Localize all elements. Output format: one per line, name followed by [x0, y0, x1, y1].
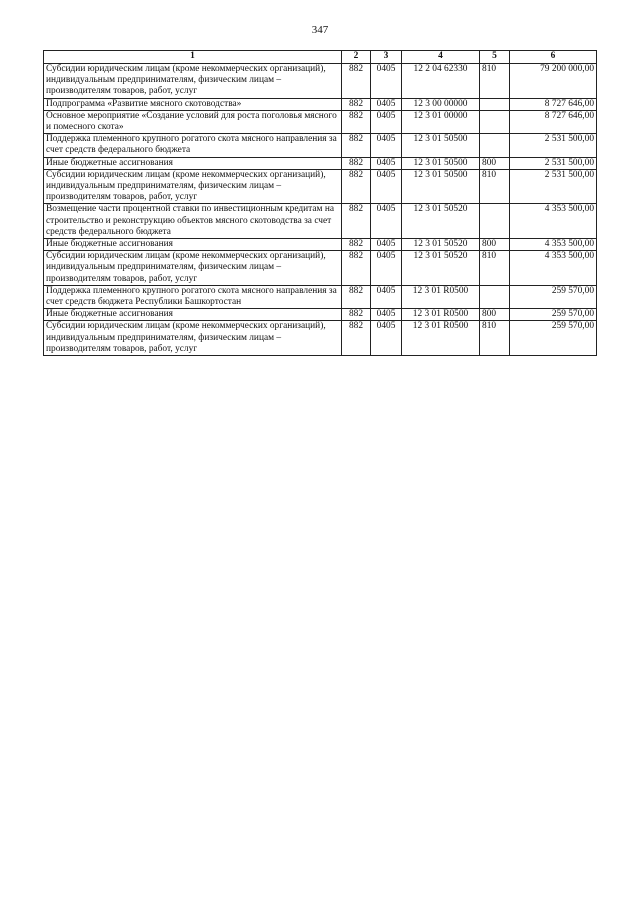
table-row — [44, 157, 597, 169]
cell-expense-type: 810 — [480, 169, 510, 204]
cell-expense-type: 810 — [480, 251, 510, 286]
cell-name: Субсидии юридическим лицам (кроме некоммерческих организаций), индивидуальным предпринимателям, физическим лицам – производителям товаров, работ, услуг — [44, 321, 342, 356]
cell-name: Подпрограмма «Развитие мясного скотоводства» — [44, 98, 342, 110]
cell-section: 0405 — [371, 285, 402, 308]
cell-name: Субсидии юридическим лицам (кроме некоммерческих организаций), индивидуальным предпринимателям, физическим лицам – производителям товаров, работ, услуг — [44, 251, 342, 286]
column-header-6: 6 — [510, 51, 597, 64]
cell-expense-type — [480, 285, 510, 308]
cell-amount: 259 570,00 — [510, 285, 597, 308]
table-row — [44, 98, 597, 110]
cell-name: Иные бюджетные ассигнования — [44, 309, 342, 321]
cell-department-code: 882 — [342, 64, 371, 99]
cell-department-code: 882 — [342, 285, 371, 308]
cell-target-article: 12 3 01 50520 — [402, 251, 480, 286]
budget-table — [43, 50, 597, 356]
cell-section: 0405 — [371, 309, 402, 321]
cell-department-code: 882 — [342, 251, 371, 286]
cell-amount: 8 727 646,00 — [510, 110, 597, 133]
cell-name: Субсидии юридическим лицам (кроме некоммерческих организаций), индивидуальным предпринимателям, физическим лицам – производителям товаров, работ, услуг — [44, 169, 342, 204]
cell-amount: 4 353 500,00 — [510, 204, 597, 239]
cell-section: 0405 — [371, 204, 402, 239]
cell-amount: 4 353 500,00 — [510, 239, 597, 251]
cell-department-code: 882 — [342, 239, 371, 251]
table-row — [44, 64, 597, 99]
cell-name: Субсидии юридическим лицам (кроме некоммерческих организаций), индивидуальным предпринимателям, физическим лицам – производителям товаров, работ, услуг — [44, 64, 342, 99]
cell-target-article: 12 3 01 R0500 — [402, 309, 480, 321]
cell-target-article: 12 3 01 50520 — [402, 204, 480, 239]
cell-section: 0405 — [371, 110, 402, 133]
table-row — [44, 169, 597, 204]
cell-section: 0405 — [371, 251, 402, 286]
table-row — [44, 110, 597, 133]
cell-name: Иные бюджетные ассигнования — [44, 157, 342, 169]
cell-amount: 259 570,00 — [510, 309, 597, 321]
cell-expense-type — [480, 98, 510, 110]
cell-target-article: 12 3 01 50520 — [402, 239, 480, 251]
cell-department-code: 882 — [342, 134, 371, 157]
cell-amount: 259 570,00 — [510, 321, 597, 356]
cell-section: 0405 — [371, 239, 402, 251]
cell-target-article: 12 2 04 62330 — [402, 64, 480, 99]
cell-amount: 4 353 500,00 — [510, 251, 597, 286]
column-header-1: 1 — [44, 51, 342, 64]
cell-expense-type: 800 — [480, 309, 510, 321]
column-header-5: 5 — [480, 51, 510, 64]
cell-target-article: 12 3 01 00000 — [402, 110, 480, 133]
table-row — [44, 204, 597, 239]
cell-section: 0405 — [371, 169, 402, 204]
cell-name: Поддержка племенного крупного рогатого скота мясного направления за счет средств федерального бюджета — [44, 134, 342, 157]
cell-section: 0405 — [371, 157, 402, 169]
column-header-3: 3 — [371, 51, 402, 64]
column-header-2: 2 — [342, 51, 371, 64]
page-number: 347 — [311, 24, 329, 36]
table-row — [44, 251, 597, 286]
cell-target-article: 12 3 01 R0500 — [402, 321, 480, 356]
cell-section: 0405 — [371, 321, 402, 356]
cell-department-code: 882 — [342, 110, 371, 133]
cell-target-article: 12 3 01 50500 — [402, 169, 480, 204]
cell-target-article: 12 3 01 R0500 — [402, 285, 480, 308]
cell-amount: 2 531 500,00 — [510, 134, 597, 157]
cell-department-code: 882 — [342, 204, 371, 239]
table-row — [44, 285, 597, 308]
cell-section: 0405 — [371, 98, 402, 110]
cell-name: Иные бюджетные ассигнования — [44, 239, 342, 251]
cell-expense-type — [480, 110, 510, 133]
cell-name: Поддержка племенного крупного рогатого скота мясного направления за счет средств бюджета Республики Башкортостан — [44, 285, 342, 308]
cell-name: Возмещение части процентной ставки по инвестиционным кредитам на строительство и реконструкцию объектов мясного скотоводства за счет средств федерального бюджета — [44, 204, 342, 239]
cell-name: Основное мероприятие «Создание условий для роста поголовья мясного и помесного скота» — [44, 110, 342, 133]
cell-expense-type — [480, 204, 510, 239]
cell-department-code: 882 — [342, 98, 371, 110]
cell-expense-type: 810 — [480, 64, 510, 99]
cell-target-article: 12 3 01 50500 — [402, 157, 480, 169]
cell-target-article: 12 3 01 50500 — [402, 134, 480, 157]
table-row — [44, 321, 597, 356]
table-row — [44, 309, 597, 321]
table-row — [44, 134, 597, 157]
cell-target-article: 12 3 00 00000 — [402, 98, 480, 110]
table-body — [44, 64, 597, 356]
table-row — [44, 239, 597, 251]
cell-expense-type: 800 — [480, 239, 510, 251]
cell-amount: 2 531 500,00 — [510, 157, 597, 169]
cell-amount: 79 200 000,00 — [510, 64, 597, 99]
cell-expense-type — [480, 134, 510, 157]
cell-expense-type: 810 — [480, 321, 510, 356]
cell-expense-type: 800 — [480, 157, 510, 169]
cell-amount: 8 727 646,00 — [510, 98, 597, 110]
cell-section: 0405 — [371, 134, 402, 157]
cell-amount: 2 531 500,00 — [510, 169, 597, 204]
column-header-4: 4 — [402, 51, 480, 64]
cell-department-code: 882 — [342, 309, 371, 321]
cell-department-code: 882 — [342, 321, 371, 356]
cell-department-code: 882 — [342, 169, 371, 204]
cell-department-code: 882 — [342, 157, 371, 169]
table-header-row — [44, 51, 597, 64]
cell-section: 0405 — [371, 64, 402, 99]
